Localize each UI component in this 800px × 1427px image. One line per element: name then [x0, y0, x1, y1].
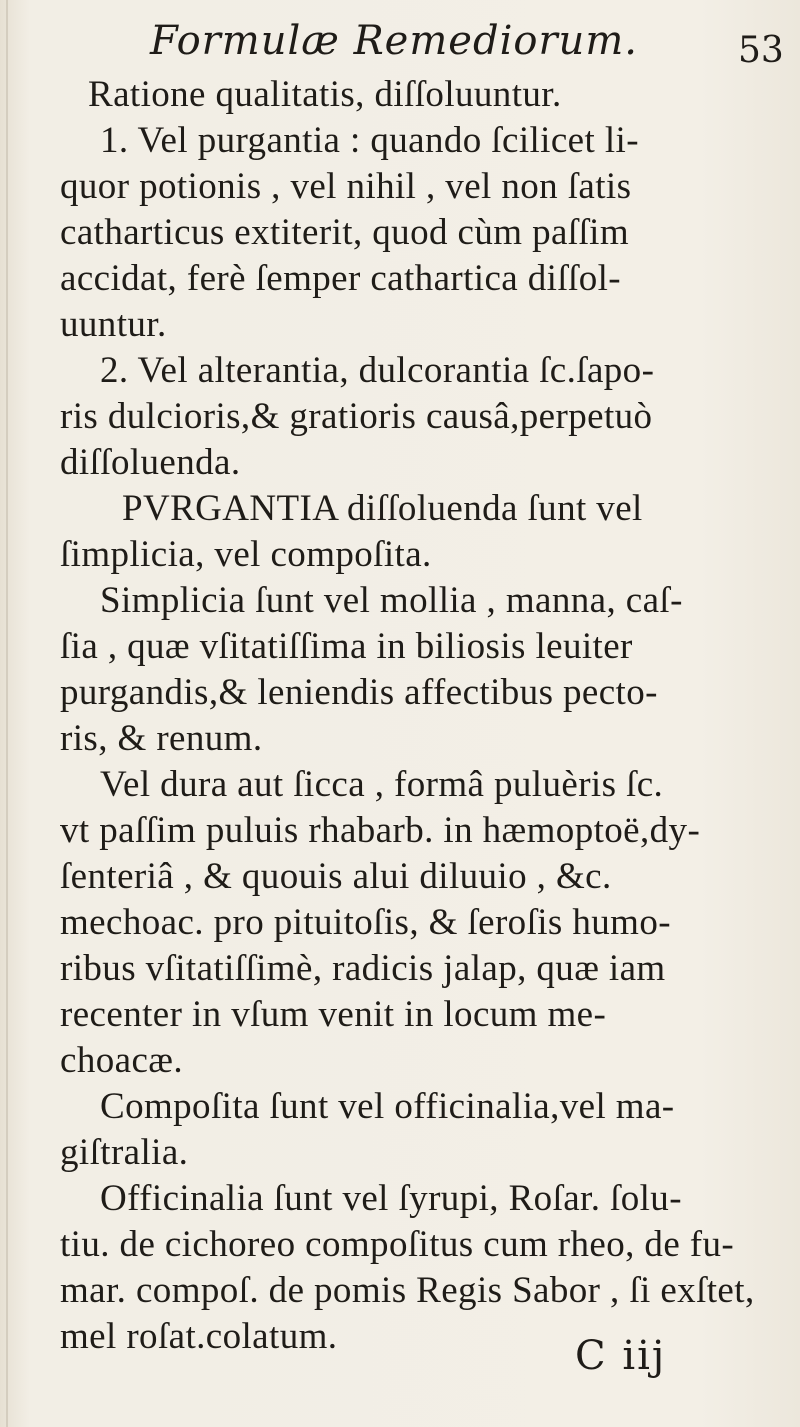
text-line: accidat, ferè ſemper cathartica diſſol- [60, 258, 622, 299]
text-line: ſia , quæ vſitatiſſima in biliosis leuiter [60, 626, 633, 667]
text-line: ſimplicia, vel compoſita. [60, 534, 432, 575]
text-line: ſenteriâ , & quouis alui diluuio , &c. [60, 856, 612, 897]
text-line: mar. compoſ. de pomis Regis Sabor , ſi exſtet, [60, 1270, 755, 1311]
text-line: 1. Vel purgantia : quando ſcilicet li- [100, 120, 639, 161]
text-line: tiu. de cichoreo compoſitus cum rheo, de fu- [60, 1224, 735, 1265]
text-line: choacæ. [60, 1040, 183, 1081]
text-line: Ratione qualitatis, diſſoluuntur. [88, 74, 562, 115]
text-line: giſtralia. [60, 1132, 189, 1173]
text-line: vt paſſim puluis rhabarb. in hæmoptoë,dy- [60, 810, 701, 851]
text-line: Compoſita ſunt vel officinalia,vel ma- [100, 1086, 675, 1127]
text-line: uuntur. [60, 304, 167, 345]
text-line: catharticus extiterit, quod cùm paſſim [60, 212, 630, 253]
running-title: Formulæ Remediorum. [150, 18, 638, 64]
text-line: Officinalia ſunt vel ſyrupi, Roſar. ſolu- [100, 1178, 682, 1219]
signature-mark: C iij [575, 1333, 667, 1379]
text-line: quor potionis , vel nihil , vel non ſatis [60, 166, 632, 207]
text-line: ribus vſitatiſſimè, radicis jalap, quæ iam [60, 948, 666, 989]
text-line: PVRGANTIA diſſoluenda ſunt vel [122, 488, 643, 529]
text-line: purgandis,& leniendis affectibus pecto- [60, 672, 658, 713]
text-line: mechoac. pro pituitoſis, & ſeroſis humo- [60, 902, 671, 943]
text-line: Vel dura aut ſicca , formâ puluèris ſc. [100, 764, 664, 805]
text-line: diſſoluenda. [60, 442, 241, 483]
page-number: 53 [738, 30, 784, 71]
text-line: Simplicia ſunt vel mollia , manna, caſ- [100, 580, 683, 621]
text-line: 2. Vel alterantia, dulcorantia ſc.ſapo- [100, 350, 655, 391]
page-gutter [6, 0, 8, 1427]
body-text [60, 72, 780, 1360]
text-line: ris dulcioris,& gratioris causâ,perpetuò [60, 396, 653, 437]
text-line: mel roſat.colatum. [60, 1316, 338, 1357]
text-line: ris, & renum. [60, 718, 263, 759]
text-line: recenter in vſum venit in locum me- [60, 994, 607, 1035]
